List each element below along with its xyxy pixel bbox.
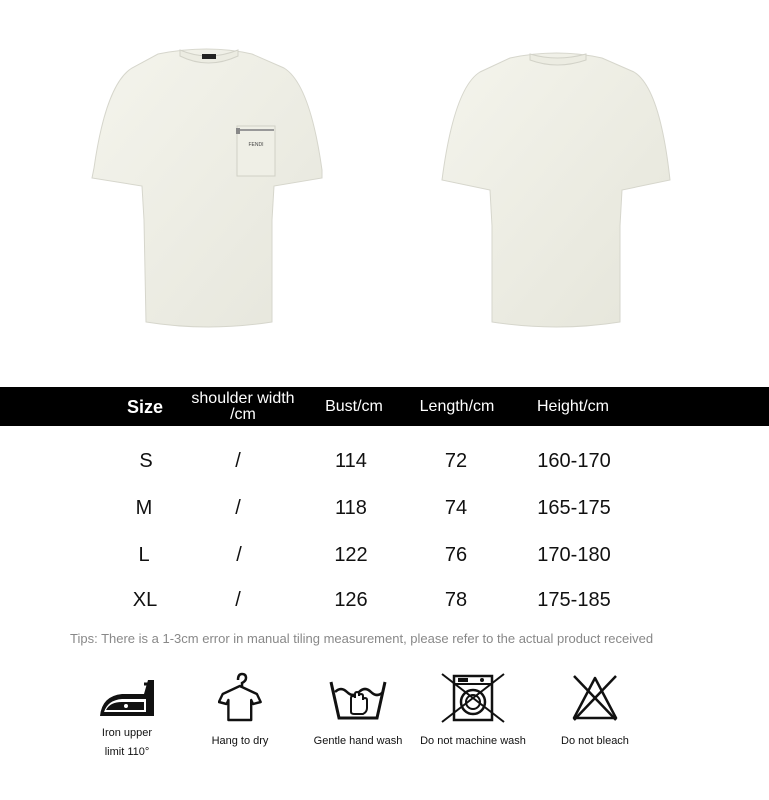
cell-length: 72	[444, 449, 468, 472]
hanger-shirt-icon	[218, 672, 262, 724]
hand-wash-icon	[329, 672, 387, 724]
cell-shoulder: /	[236, 543, 242, 566]
measurement-tip: Tips: There is a 1-3cm error in manual tiling measurement, please refer to the actual product received	[70, 631, 654, 646]
no-machine-wash-icon	[440, 672, 506, 724]
cell-shoulder: /	[235, 449, 241, 472]
cell-size: XL	[132, 588, 158, 611]
care-item-no-bleach	[535, 672, 655, 751]
front-tshirt-image	[88, 40, 328, 332]
table-row	[0, 493, 769, 523]
front-logo-text: FENDI	[248, 142, 264, 148]
cell-bust: 114	[335, 449, 367, 472]
cell-height: 160-170	[537, 449, 611, 472]
care-label: Iron upper	[101, 727, 153, 739]
care-label: Gentle hand wash	[313, 735, 403, 747]
care-item-hang-dry	[180, 672, 300, 751]
cell-bust: 122	[334, 543, 368, 566]
cell-bust: 118	[335, 496, 367, 519]
header-length: Length/cm	[419, 397, 495, 415]
no-bleach-icon	[570, 672, 620, 724]
cell-length: 74	[444, 496, 468, 519]
size-table-header	[0, 387, 769, 426]
header-bust: Bust/cm	[325, 397, 383, 415]
cell-height: 165-175	[537, 496, 611, 519]
care-label: Do not bleach	[561, 735, 629, 747]
care-item-iron	[67, 672, 187, 762]
care-label-line2: limit 110°	[104, 746, 150, 758]
cell-size: S	[139, 449, 153, 472]
table-row	[0, 585, 769, 615]
back-tshirt-image	[440, 40, 674, 330]
care-label: Hang to dry	[211, 735, 269, 747]
table-row	[0, 446, 769, 476]
cell-size: L	[138, 543, 150, 566]
cell-size: M	[135, 496, 153, 519]
care-item-no-machine-wash	[413, 672, 533, 751]
care-label: Do not machine wash	[420, 735, 526, 747]
header-height: Height/cm	[536, 397, 610, 415]
iron-icon	[96, 672, 158, 724]
care-item-hand-wash	[298, 672, 418, 751]
cell-length: 76	[444, 543, 468, 566]
cell-shoulder: /	[235, 588, 241, 611]
cell-length: 78	[444, 588, 468, 611]
cell-height: 175-185	[537, 588, 611, 611]
table-row	[0, 540, 769, 570]
cell-height: 170-180	[537, 543, 611, 566]
product-photos	[0, 0, 769, 360]
cell-bust: 126	[334, 588, 368, 611]
header-shoulder-width: shoulder width /cm	[191, 389, 295, 423]
header-size: Size	[126, 396, 164, 417]
cell-shoulder: /	[235, 496, 241, 519]
